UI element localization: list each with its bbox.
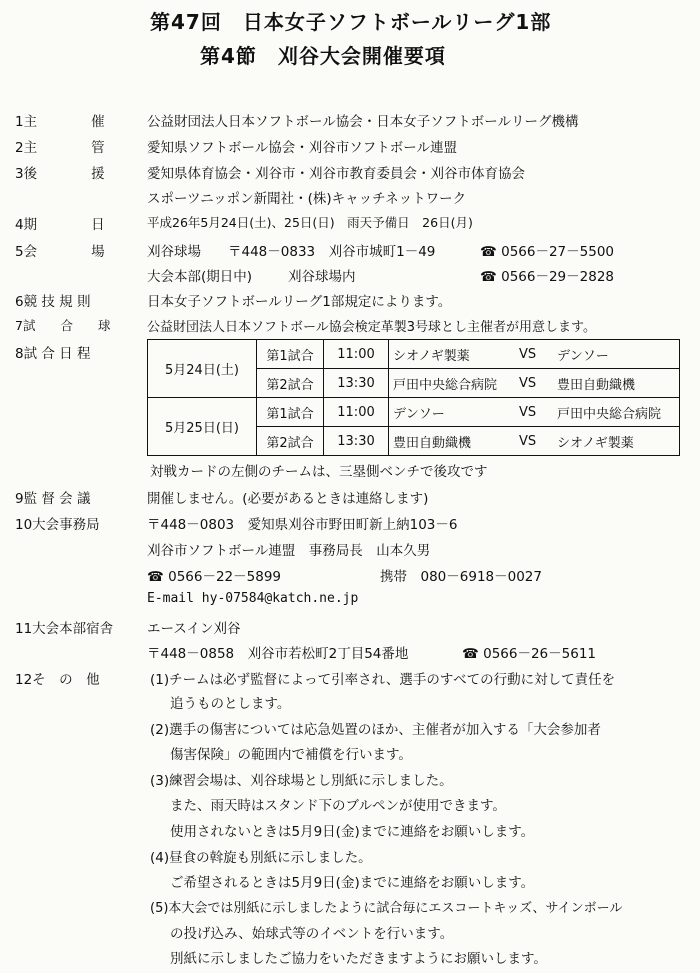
venue-hq-tel: ☎ 0566－29－2828 [480, 269, 615, 285]
support-text-2: スポーツニッポン新聞社・(株)キャッチネットワーク [147, 191, 467, 207]
table-row [148, 340, 680, 369]
game-number: 第2試合 [257, 427, 324, 456]
period-text: 平成26年5月24日(土)、25日(日) 雨天予備日 26日(月) [147, 215, 473, 230]
office-address: 〒448－0803 愛知県刈谷市野田町新上納103－6 [147, 517, 458, 533]
office-person: 刈谷市ソフトボール連盟 事務局長 山本久男 [147, 543, 431, 559]
game-time: 13:30 [324, 427, 389, 456]
schedule-date: 5月25日(日) [148, 398, 257, 456]
item-label-ball: 7試 合 球 [15, 318, 111, 333]
game-time: 13:30 [324, 369, 389, 398]
phone-icon: ☎ [480, 269, 502, 285]
game-number: 第1試合 [257, 340, 324, 369]
venue-hq-label: 大会本部(期日中) [147, 269, 253, 285]
vs-label: VS [515, 369, 553, 398]
item-label-manage: 2主 管 [15, 140, 105, 156]
other-line: (2)選手の傷害については応急処置のほか、主催者が加入する「大会参加者 [150, 722, 601, 738]
game-time: 11:00 [324, 398, 389, 427]
item-label-support: 3後 援 [15, 166, 105, 182]
other-line: 別紙に示しましたご協力をいただきますようにお願いします。 [170, 951, 547, 967]
phone-icon: ☎ [147, 569, 169, 585]
item-label-lodging: 11大会本部宿舎 [15, 621, 114, 637]
document-subtitle: 第4節 刈谷大会開催要項 [200, 44, 446, 68]
other-line: (3)練習会場は、刈谷球場とし別紙に示しました。 [150, 773, 453, 789]
item-label-host: 1主 催 [15, 114, 105, 130]
lodging-name: エースイン刈谷 [147, 621, 241, 637]
venue-name: 刈谷球場 [147, 244, 201, 260]
game-time: 11:00 [324, 340, 389, 369]
manage-text: 愛知県ソフトボール協会・刈谷市ソフトボール連盟 [147, 140, 457, 156]
venue-tel: ☎ 0566－27－5500 [480, 244, 615, 260]
ball-text: 公益財団法人日本ソフトボール協会検定革製3号球とし主催者が用意します。 [147, 320, 596, 335]
item-label-other: 12そ の 他 [15, 672, 100, 688]
home-team: シオノギ製薬 [389, 340, 516, 369]
away-team: デンソー [553, 340, 680, 369]
game-number: 第2試合 [257, 369, 324, 398]
away-team: 豊田自動織機 [553, 369, 680, 398]
other-line: (5)本大会では別紙に示しましたように試合毎にエスコートキッズ、サインボール [150, 901, 623, 916]
home-team: 豊田自動織機 [389, 427, 516, 456]
other-line: ご希望されるときは5月9日(金)までに連絡をお願いします。 [170, 875, 535, 891]
item-label-schedule: 8試 合 日 程 [15, 346, 91, 362]
venue-address: 〒448－0833 刈谷市城町1－49 [228, 244, 436, 260]
vs-label: VS [515, 340, 553, 369]
host-text: 公益財団法人日本ソフトボール協会・日本女子ソフトボールリーグ機構 [147, 114, 579, 130]
other-line: 追うものとします。 [170, 696, 291, 712]
other-line: 使用されないときは5月9日(金)までに連絡をお願いします。 [170, 824, 535, 840]
other-line: また、雨天時はスタンド下のブルペンが使用できます。 [170, 798, 506, 814]
lodging-tel: ☎ 0566－26－5611 [462, 646, 597, 662]
vs-label: VS [515, 398, 553, 427]
schedule-date: 5月24日(土) [148, 340, 257, 398]
other-line: (4)昼食の斡旋も別紙に示しました。 [150, 850, 372, 866]
away-team: シオノギ製薬 [553, 427, 680, 456]
item-label-period: 4期 日 [15, 217, 105, 233]
support-text-1: 愛知県体育協会・刈谷市・刈谷市教育委員会・刈谷市体育協会 [147, 166, 525, 182]
schedule-note: 対戦カードの左側のチームは、三塁側ベンチで後攻です [150, 464, 488, 480]
game-number: 第1試合 [257, 398, 324, 427]
office-mobile: 携帯 080－6918－0027 [380, 569, 542, 585]
document-title: 第47回 日本女子ソフトボールリーグ1部 [150, 10, 552, 34]
phone-icon: ☎ [480, 244, 502, 260]
away-team: 戸田中央総合病院 [553, 398, 680, 427]
table-row [148, 398, 680, 427]
other-line: (1)チームは必ず監督によって引率され、選手のすべての行動に対して責任を [150, 672, 616, 688]
phone-icon: ☎ [462, 646, 484, 662]
item-label-rules: 6競 技 規 則 [15, 294, 91, 310]
lodging-address: 〒448－0858 刈谷市若松町2丁目54番地 [147, 646, 409, 662]
meeting-text: 開催しません。(必要があるときは連絡します) [147, 491, 429, 507]
home-team: 戸田中央総合病院 [389, 369, 516, 398]
schedule-table [147, 339, 680, 456]
other-line: の投げ込み、始球式等のイベントを行います。 [170, 926, 454, 942]
office-tel: ☎ 0566－22－5899 [147, 569, 282, 585]
vs-label: VS [515, 427, 553, 456]
rules-text: 日本女子ソフトボールリーグ1部規定によります。 [147, 294, 452, 310]
venue-hq-place: 刈谷球場内 [288, 269, 356, 285]
item-label-office: 10大会事務局 [15, 517, 100, 533]
home-team: デンソー [389, 398, 516, 427]
office-email: E-mail hy-07584@katch.ne.jp [147, 591, 359, 606]
item-label-venue: 5会 場 [15, 244, 105, 260]
other-line: 傷害保険」の範囲内で補償を行います。 [170, 747, 412, 763]
item-label-meeting: 9監 督 会 議 [15, 491, 91, 507]
